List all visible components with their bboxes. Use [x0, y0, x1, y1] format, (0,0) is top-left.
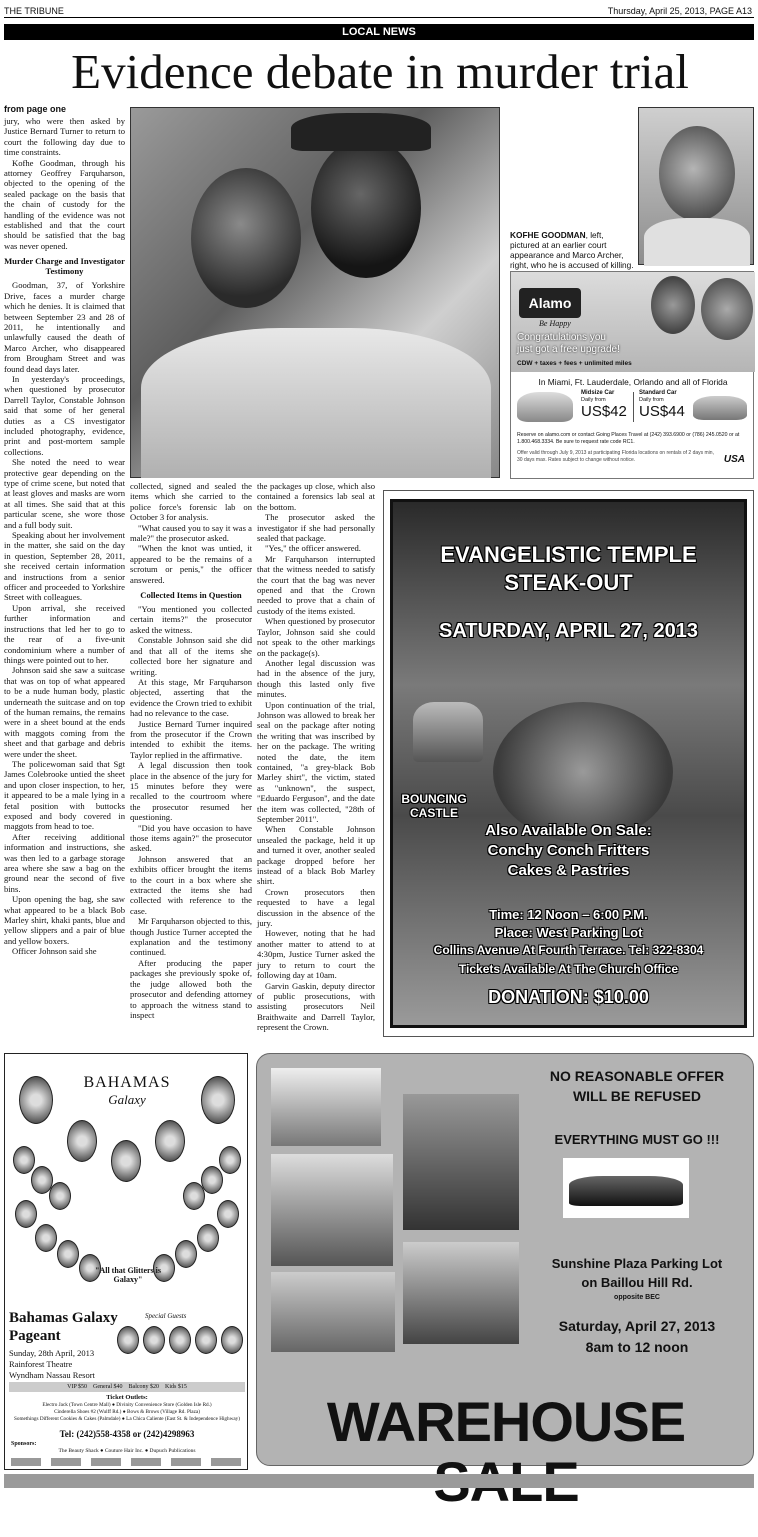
photo-caption: [510, 230, 634, 270]
also-available: Also Available On Sale:: [485, 822, 652, 839]
article-column-2: [130, 481, 252, 1046]
model-photo: [651, 276, 695, 334]
contestant-photo: [19, 1076, 53, 1124]
sale-time: 8am to 12 noon: [585, 1339, 689, 1355]
paragraph: Officer Johnson said she: [12, 946, 97, 957]
bouncy-castle-photo: [413, 702, 483, 762]
alamo-locations: In Miami, Ft. Lauderdale, Orlando and all of Florida: [538, 377, 728, 387]
paragraph: jury, who were then asked by Justice Bernard Turner to return to court the following day due to time constraints.: [4, 116, 125, 158]
sponsor-list: The Beauty Shack ● Couture Hair Inc. ● Dupuch Publications: [58, 1448, 196, 1454]
paragraph: The prosecutor asked the investigator if she had personally sealed that package.: [257, 512, 375, 544]
outlet-line: Somethings Different Cookies & Cakes (Palmdale) ● La Chica Caliente (East St. & Independence Highway): [14, 1416, 240, 1422]
paragraph: Crown prosecutors then requested to have a legal discussion in the absence of the jury.: [257, 886, 375, 929]
paragraph: Johnson answered that an exhibits officer brought the items to the court in a box where she extracted the items she had collected with reference to the case.: [130, 853, 252, 916]
ticket-prices: VIP $50 General $40 Balcony $20 Kids $15: [9, 1382, 245, 1392]
price-divider: [633, 392, 634, 422]
galaxy-pageant-ad[interactable]: [4, 1053, 248, 1470]
paragraph: Goodman, 37, of Yorkshire Drive, faces a murder charge which he denies. It is claimed that between September 23 and 28 of 2011, he intentionally and unlawfully caused the death of Marco Archer, who disappeared from Brougham Street and was found dead days later.: [4, 280, 125, 374]
paragraph: "You mentioned you collected certain items?" the prosecutor asked the witness.: [130, 604, 252, 635]
sponsor-logos: [11, 1458, 243, 1466]
galaxy-venue-1: Rainforest Theatre: [9, 1359, 73, 1369]
guest-photo: [195, 1326, 217, 1354]
paragraph: "Did you have occasion to have those items again?" the prosecutor asked.: [130, 822, 252, 854]
event-name: STEAK-OUT: [504, 570, 633, 595]
galaxy-venue-2: Wyndham Nassau Resort: [9, 1370, 95, 1380]
paragraph: At this stage, Mr Farquharson objected, asserting that the evidence the Crown tried to exhibit had no relevance to the case.: [130, 676, 252, 719]
suv-photo: [563, 1158, 689, 1218]
contestant-photo: [197, 1224, 219, 1252]
paragraph: After producing the paper packages she previously spoke of, the judge allowed both the prosecutor and defending attorney to approach the witness stand to inspect: [130, 957, 252, 1020]
paragraph: Mr Farquharson interrupted that the witness needed to satisfy the court that the bag was never opened and that the Crown needed to prove that a chain of custody of the items existed.: [257, 553, 375, 616]
paragraph: "When the knot was untied, it appeared to be the remains of a scrotum or penis," the officer answered.: [130, 543, 252, 585]
guest-photo: [143, 1326, 165, 1354]
dateline: Thursday, April 25, 2013, PAGE A13: [607, 6, 752, 16]
kitchen-photo: [271, 1154, 393, 1266]
livingroom-photo: [271, 1272, 395, 1352]
steakout-panel: [390, 499, 747, 1028]
header-rule: [4, 17, 754, 18]
car-icon: [517, 392, 573, 422]
warehouse-sale-ad[interactable]: [256, 1053, 754, 1466]
sale-location-2: on Baillou Hill Rd.: [581, 1275, 693, 1290]
caption-name: KOFHE GOODMAN: [510, 230, 586, 240]
alamo-perks: CDW + taxes + fees + unlimited miles: [517, 360, 632, 367]
subhead: Collected Items in Question: [140, 590, 242, 601]
standard-sub: Daily from: [639, 397, 664, 403]
paragraph: the packages up close, which also contained a forensics lab seal at the bottom.: [257, 481, 375, 512]
event-place: Place: West Parking Lot: [494, 925, 643, 940]
paragraph: Kofhe Goodman, through his attorney Geoffrey Farquharson, objected to the opening of the sealed package on the basis that the chain of custody for the handling of the evidence was not established and that the court should be satisfied that the bag was never opened.: [4, 157, 125, 251]
donation: DONATION: $10.00: [488, 987, 649, 1007]
caption-text: , left, pictured at an earlier court appearance and Marco Archer, right, who he is accused of killing.: [510, 230, 634, 270]
offer-line-1: NO REASONABLE OFFER: [549, 1068, 725, 1084]
galaxy-date: Sunday, 28th April, 2013: [9, 1348, 95, 1358]
paragraph: "What caused you to say it was a male?" the prosecutor asked.: [130, 522, 252, 544]
paragraph: When questioned by prosecutor Taylor, Johnson said she could not speak to the other markings on the package(s).: [257, 616, 375, 658]
ticket-outlets-label: Ticket Outlets:: [106, 1394, 148, 1401]
alamo-fineprint: Offer valid through July 9, 2013 at participating Florida locations on rentals of 2 days min, 30 days max. Rates subject to change without notice.: [517, 450, 714, 463]
alamo-ad[interactable]: [510, 271, 754, 479]
paragraph: Upon continuation of the trial, Johnson was allowed to break her seal on the package after noting the writing that was inscribed by her on the package. The writing noted the date, the item contained, "a grey-black Bob Marley shirt", the victim, stated as "unknown", the suspect, "Eduardo Ferguson", and the date the item was collected, "28th of September 2011".: [257, 699, 375, 824]
contestant-photo: [183, 1182, 205, 1210]
contestant-photo: [67, 1120, 97, 1162]
everything-must-go: EVERYTHING MUST GO !!!: [554, 1132, 720, 1147]
steak-photo: [493, 702, 673, 842]
guest-photo: [169, 1326, 191, 1354]
sale-location-3: opposite BEC: [614, 1294, 660, 1301]
alamo-headline-2: just got a free upgrade!: [517, 344, 620, 355]
galaxy-quote: "All that Glitters is Galaxy": [95, 1266, 161, 1284]
paragraph: Speaking about her involvement in the matter, she said on the day in question, September 28, 2011, she received certain information and instructions from a senior officer and proceeded to Yorkshire Street with colleagues.: [4, 530, 125, 603]
tickets-info: Tickets Available At The Church Office: [458, 962, 679, 976]
bar-photo: [403, 1094, 519, 1230]
paragraph: A legal discussion then took place in the absence of the jury for 15 minutes before they were recalled to the courtroom where the prosecutor resumed her questioning.: [130, 760, 252, 823]
standard-label: Standard Car: [639, 390, 677, 396]
standard-price: US$44: [639, 403, 685, 420]
paragraph: collected, signed and sealed the items which she carried to the police force's forensic lab on October 3 for analysis.: [130, 481, 252, 523]
court-photo: [130, 107, 500, 478]
steakout-ad[interactable]: [383, 490, 754, 1037]
paragraph: Upon opening the bag, she saw what appeared to be a black Bob Marley shirt, khaki pants, blue and yellow slippers and a pair of blue and yellow boxers.: [4, 894, 125, 946]
contestant-photo: [57, 1240, 79, 1268]
church-name: EVANGELISTIC TEMPLE: [440, 542, 697, 567]
alamo-reserve: Reserve on alamo.com or contact Going Places Travel at (242) 393.6900 or (786) 245.0520 or at 1.800.468.3334. Be sure to request rate code RC1.: [517, 432, 740, 445]
paragraph: However, noting that he had another matter to attend to at 4:30pm, Justice Turner asked the jury to return to court the following day at 10am.: [257, 928, 375, 981]
sale-item-2: Cakes & Pastries: [507, 862, 630, 879]
publication-name: THE TRIBUNE: [4, 6, 64, 16]
galaxy-logo-script: Galaxy: [108, 1092, 146, 1107]
sponsors-label: Sponsors:: [11, 1441, 37, 1447]
contestant-photo: [155, 1120, 185, 1162]
contestant-photo: [49, 1182, 71, 1210]
offer-line-2: WILL BE REFUSED: [572, 1088, 702, 1104]
contestant-photo: [13, 1146, 35, 1174]
footer-bar: [4, 1474, 754, 1488]
event-time: Time: 12 Noon – 6:00 P.M.: [489, 907, 648, 922]
event-date: SATURDAY, APRIL 27, 2013: [439, 620, 698, 642]
galaxy-logo: BAHAMAS: [83, 1074, 171, 1091]
headline: Evidence debate in murder trial: [71, 44, 689, 99]
midsize-sub: Daily from: [581, 397, 606, 403]
outlet-line: Electro Jack (Town Centre Mall) ● Divinity Convenience Store (Golden Isle Rd.): [42, 1402, 212, 1408]
contestant-photo: [175, 1240, 197, 1268]
paragraph: In yesterday's proceedings, when questioned by prosecutor Darrell Taylor, Constable Johnson said that some of her general duties as a CS investigator included photography, evidence, print and post-mortem sample collections.: [4, 373, 125, 457]
contestant-photo: [15, 1200, 37, 1228]
subhead: Murder Charge and Investigator Testimony: [4, 256, 125, 277]
midsize-price: US$42: [581, 403, 627, 420]
alamo-logo: Alamo: [519, 288, 581, 318]
sale-location-1: Sunshine Plaza Parking Lot: [551, 1256, 723, 1271]
alamo-tagline: Be Happy: [539, 319, 571, 328]
bouncing-castle-label: BOUNCING CASTLE: [401, 792, 467, 820]
paragraph: Constable Johnson said she did and that all of the items she collected bore her signature and writing.: [130, 635, 252, 677]
paragraph: Upon arrival, she received further information and instructions that led her to go to the rear of a five-unit condominium where a number of things were pointed out to her.: [4, 602, 125, 665]
paragraph: She noted the need to wear protective gear depending on the type of crime scene, but noted that at least gloves and masks are worn at all times. She said that at this particular scene, she wore those and a full body suit.: [4, 457, 125, 530]
section-bar: LOCAL NEWS: [4, 24, 754, 40]
usa-logo: USA: [723, 454, 745, 465]
contestant-photo: [111, 1140, 141, 1182]
paragraph: Mr Farquharson objected to this, though Justice Turner accepted the explanation and the testimony continued.: [130, 916, 252, 958]
guest-photo: [117, 1326, 139, 1354]
galaxy-title-1: Bahamas Galaxy: [9, 1310, 118, 1326]
paragraph: "Yes," the officer answered.: [265, 543, 361, 554]
paragraph: The policewoman said that Sgt James Colebrooke untied the sheet and upon closer inspection, to her, it appeared to be a male lying in a fetal position with buttocks exposed and body covered in maggots from head to toe.: [4, 758, 125, 832]
victim-photo: [638, 107, 754, 265]
alamo-headline-1: Congratulations you: [517, 332, 606, 343]
sale-date: Saturday, April 27, 2013: [558, 1318, 716, 1334]
special-guests: Special Guests: [145, 1312, 187, 1320]
patio-photo: [403, 1242, 519, 1344]
paragraph: Another legal discussion was had in the absence of the jury, though this lasted only five minutes.: [257, 657, 375, 700]
model-photo: [701, 278, 753, 340]
paragraph: After receiving additional information and instructions, she was then led to a garbage storage area where she saw a bag on the ground near the second of five bins.: [4, 831, 125, 894]
paragraph: Johnson said she saw a suitcase that was on top of what appeared to be a nude human body, plastic underneath the suitcase and on top of the human remains, the remains were in a sheet bound at the ends with maggots coming from the sheet and that garbage and debris were under the sheet.: [4, 665, 125, 759]
midsize-label: Midsize Car: [581, 390, 615, 396]
outlet-line: Cinderella Shoes #2 (Wulff Rd.) ● Bows & Brows (Village Rd. Plaza): [54, 1409, 200, 1415]
contestant-photo: [219, 1146, 241, 1174]
paragraph: When Constable Johnson unsealed the package, held it up and turned it over, another sealed package dropped before her instead of a black Bob Marley shirt.: [257, 824, 375, 887]
suv-icon: [693, 396, 747, 420]
contestant-photo: [35, 1224, 57, 1252]
galaxy-phone: Tel: (242)558-4358 or (242)4298963: [59, 1429, 195, 1439]
paragraph: Garvin Gaskin, deputy director of public prosecutions, with assisting prosecutors Neil Braithwaite and Darrell Taylor, represent the Crown.: [257, 980, 375, 1033]
article-column-3: [257, 481, 375, 1046]
contestant-photo: [201, 1166, 223, 1194]
guest-photo: [221, 1326, 243, 1354]
jump-line: from page one: [4, 104, 67, 114]
article-column-1: [4, 116, 125, 1046]
sale-item-1: Conchy Conch Fritters: [487, 842, 650, 859]
contestant-photo: [217, 1200, 239, 1228]
contestant-photo: [201, 1076, 235, 1124]
galaxy-title-2: Pageant: [9, 1328, 61, 1344]
furniture-photo: [271, 1068, 381, 1146]
event-address: Collins Avenue At Fourth Terrace. Tel: 322-8304: [433, 943, 704, 957]
warehouse-sale-title: WAREHOUSE: [326, 1390, 686, 1453]
paragraph: Justice Bernard Turner inquired from the prosecutor if the Crown intended to exhibit the items. Taylor replied in the affirmative.: [130, 718, 252, 760]
